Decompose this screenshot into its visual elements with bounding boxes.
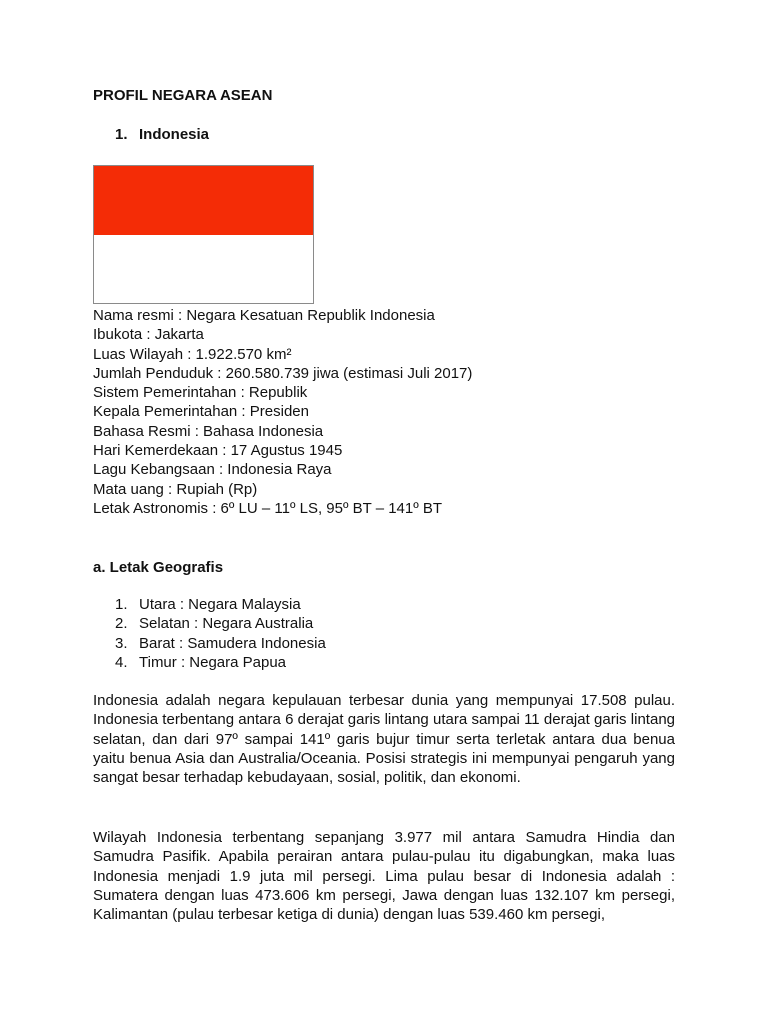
fact-official-language: Bahasa Resmi : Bahasa Indonesia [93, 422, 324, 440]
country-heading [115, 125, 209, 145]
fact-head-of-government: Kepala Pemerintahan : Presiden [93, 403, 309, 421]
country-number: 1. [115, 126, 128, 143]
fact-national-anthem: Lagu Kebangsaan : Indonesia Raya [93, 461, 332, 479]
list-item [115, 634, 326, 653]
country-facts-list [93, 306, 472, 518]
list-item [115, 614, 326, 633]
list-item-text: Barat : Samudera Indonesia [139, 634, 326, 652]
paragraph-territory: Wilayah Indonesia terbentang sepanjang 3.977 mil antara Samudra Hindia dan Samudra Pasifik. Apabila perairan antara pulau-pulau itu digabungkan, maka luas Indonesia menjadi 1.9 juta mil persegi. Lima pulau besar di Indonesia adalah : Sumatera dengan luas 473.606 km persegi, Jawa dengan luas 132.107 km persegi, Kalimantan (pulau terbesar ketiga di dunia) dengan luas 539.460 km persegi, [93, 829, 675, 924]
fact-astronomical-location: Letak Astronomis : 6º LU – 11º LS, 95º BT – 141º BT [93, 499, 443, 517]
section-title-geography: a. Letak Geografis [93, 559, 224, 576]
fact-population: Jumlah Penduduk : 260.580.739 jiwa (estimasi Juli 2017) [93, 364, 473, 382]
fact-currency: Mata uang : Rupiah (Rp) [93, 480, 258, 498]
list-item-number: 3. [115, 634, 128, 652]
list-item-number: 2. [115, 615, 128, 633]
list-item-text: Timur : Negara Papua [139, 653, 287, 671]
list-item [115, 653, 326, 672]
fact-area: Luas Wilayah : 1.922.570 km² [93, 345, 292, 363]
fact-government-system: Sistem Pemerintahan : Republik [93, 384, 308, 402]
indonesia-flag-image [93, 165, 314, 304]
list-item [115, 595, 326, 614]
fact-independence-day: Hari Kemerdekaan : 17 Agustus 1945 [93, 442, 343, 460]
country-name: Indonesia [139, 126, 210, 143]
list-item-number: 1. [115, 596, 128, 613]
fact-capital: Ibukota : Jakarta [93, 326, 204, 344]
flag-white-stripe [94, 235, 313, 304]
list-item-text: Utara : Negara Malaysia [139, 596, 301, 613]
flag-red-stripe [94, 166, 313, 235]
document-title: PROFIL NEGARA ASEAN [93, 87, 273, 104]
list-item-text: Selatan : Negara Australia [139, 615, 314, 633]
paragraph-overview: Indonesia adalah negara kepulauan terbesar dunia yang mempunyai 17.508 pulau. Indonesia terbentang antara 6 derajat garis lintang utara sampai 11 derajat garis lintang selatan, dan dari 97º sampai 141º garis bujur timur serta terletak antara dua benua yaitu benua Asia dan Australia/Oceania. Posisi strategis ini mempunyai pengaruh yang sangat besar terhadap kebudayaan, sosial, politik, dan ekonomi. [93, 692, 675, 787]
fact-official-name: Nama resmi : Negara Kesatuan Republik Indonesia [93, 307, 435, 324]
list-item-number: 4. [115, 653, 128, 671]
geography-list [115, 595, 326, 672]
